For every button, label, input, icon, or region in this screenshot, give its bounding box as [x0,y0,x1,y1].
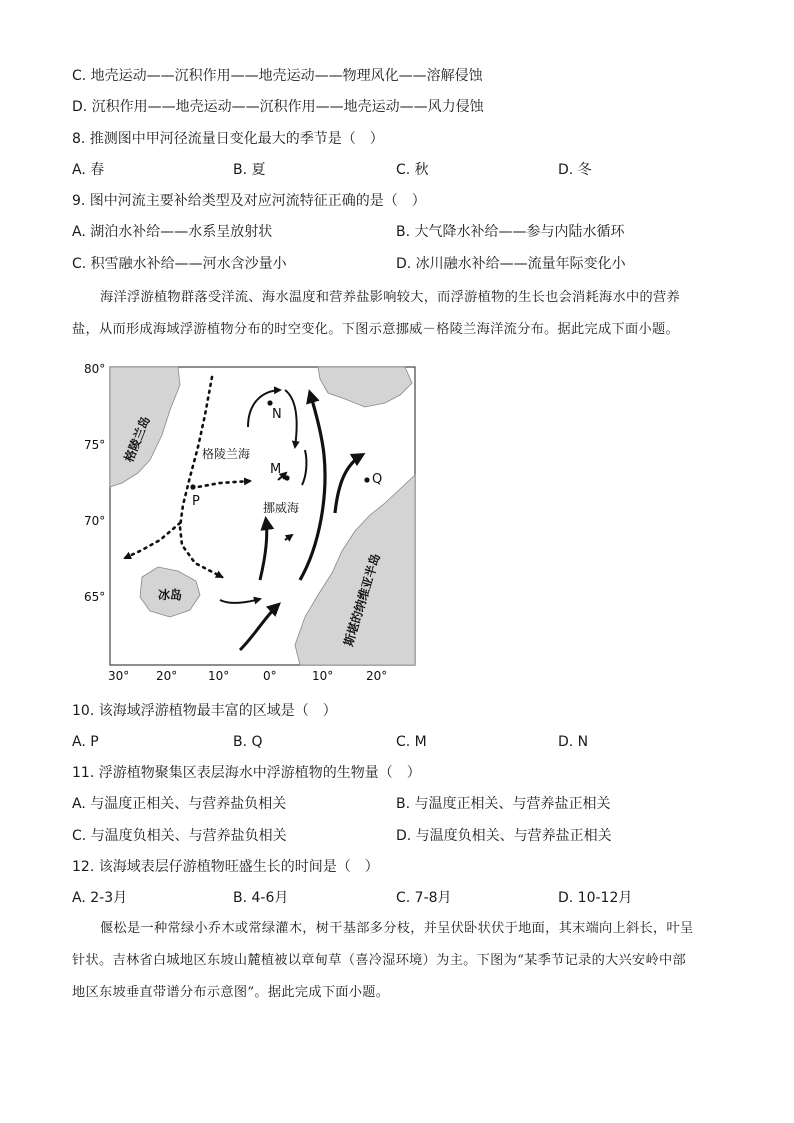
q10-option-b: B. Q [233,734,263,750]
lon-label-20e: 20° [366,669,388,683]
iceland-label: 冰岛 [158,588,183,602]
q11-option-b: B. 与温度正相关、与营养盐正相关 [396,796,611,812]
lon-label-30w: 30° [108,669,130,683]
passage-dwarf-pine-line2: 针状。吉林省白城地区东坡山麓植被以章甸草（喜冷湿环境）为主。下图为“某季节记录的大兴安岭中部 [72,953,686,968]
lon-label-10w: 10° [208,669,230,683]
passage-dwarf-pine-line1: 偃松是一种常绿小乔木或常绿灌木，树干基部多分枝，并呈伏卧状伏于地面，其末端向上斜长，叶呈 [100,921,694,936]
q9-option-b: B. 大气降水补给——参与内陆水循环 [396,224,625,240]
greenland-label: 格陵兰岛 [121,414,153,465]
scandinavia-label: 斯堪的纳维亚半岛 [341,551,383,648]
q12-stem: 12. 该海域表层仔游植物旺盛生长的时间是（ ） [72,859,379,875]
passage-ocean-currents-line1: 海洋浮游植物群落受洋流、海水温度和营养盐影响较大，而浮游植物的生长也会消耗海水中的营养 [100,290,680,305]
point-m-dot [284,475,289,480]
passage-dwarf-pine [72,913,722,1009]
ocean-current-map [80,355,425,690]
point-p-dot [190,484,195,489]
passage-ocean-currents-line2: 盐，从而形成海域浮游植物分布的时空变化。下图示意挪威－格陵兰海洋流分布。据此完成下面小题。 [72,322,679,337]
norwegian-sea-label: 挪威海 [263,501,300,515]
passage-dwarf-pine-line3: 地区东坡垂直带谱分布示意图”。据此完成下面小题。 [72,985,390,1000]
q7-option-d: D. 沉积作用——地壳运动——沉积作用——地壳运动——风力侵蚀 [72,99,484,115]
lat-label-75: 75° [84,438,106,452]
q10-stem: 10. 该海域浮游植物最丰富的区域是（ ） [72,703,337,719]
point-p-label: P [192,494,200,509]
q8-option-a: A. 春 [72,162,105,178]
point-q-dot [364,477,369,482]
lon-label-20w: 20° [156,669,178,683]
q10-option-d: D. N [558,734,589,750]
q8-option-d: D. 冬 [558,162,592,178]
q10-option-c: C. M [396,734,427,750]
q9-option-a: A. 湖泊水补给——水系呈放射状 [72,224,273,240]
q11-option-d: D. 与温度负相关、与营养盐正相关 [396,828,612,844]
q11-option-a: A. 与温度正相关、与营养盐负相关 [72,796,287,812]
q12-option-d: D. 10-12月 [558,890,633,906]
point-n-dot [267,400,272,405]
q12-option-b: B. 4-6月 [233,890,289,906]
lon-label-0: 0° [263,669,277,683]
lon-label-10e: 10° [312,669,334,683]
q12-option-c: C. 7-8月 [396,890,452,906]
q9-stem: 9. 图中河流主要补给类型及对应河流特征正确的是（ ） [72,193,426,209]
lat-label-65: 65° [84,590,106,604]
lat-label-70: 70° [84,514,106,528]
q9-option-d: D. 冰川融水补给——流量年际变化小 [396,256,626,272]
greenland-sea-label: 格陵兰海 [202,447,251,461]
point-n-label: N [272,407,282,422]
q8-stem: 8. 推测图中甲河径流量日变化最大的季节是（ ） [72,131,384,147]
q7-option-c: C. 地壳运动——沉积作用——地壳运动——物理风化——溶解侵蚀 [72,68,483,84]
q8-option-c: C. 秋 [396,162,429,178]
q11-option-c: C. 与温度负相关、与营养盐负相关 [72,828,287,844]
q11-stem: 11. 浮游植物聚集区表层海水中浮游植物的生物量（ ） [72,765,421,781]
lat-label-80: 80° [84,362,106,376]
q8-option-b: B. 夏 [233,162,266,178]
passage-ocean-currents [72,282,722,346]
q9-option-c: C. 积雪融水补给——河水含沙量小 [72,256,287,272]
point-m-label: M [270,462,282,477]
q10-option-a: A. P [72,734,99,750]
q12-option-a: A. 2-3月 [72,890,128,906]
point-q-label: Q [372,472,383,487]
